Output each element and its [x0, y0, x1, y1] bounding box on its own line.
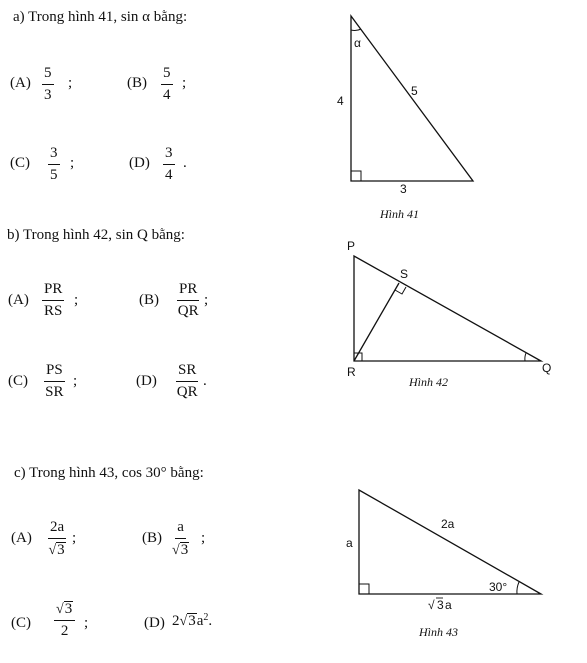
angle-arc-30 — [517, 582, 519, 594]
exponent: 2 — [203, 612, 209, 623]
numerator: 3 — [163, 146, 175, 165]
radicand: 3 — [180, 542, 189, 558]
numerator: a — [175, 520, 186, 539]
numerator: 5 — [161, 66, 173, 85]
sqrt-sign: √ — [428, 598, 435, 612]
option-b-A-tail: ; — [74, 292, 79, 308]
option-c-A-tail: ; — [72, 530, 77, 546]
angle-arc-41 — [351, 29, 361, 30]
option-b-B-key: (B) — [139, 292, 159, 308]
vertex-R-label: R — [347, 365, 356, 379]
option-b-C-tail: ; — [73, 373, 78, 389]
leg-vertical-label-43: a — [346, 536, 353, 550]
question-b: b) Trong hình 42, sin Q bằng: — [7, 227, 185, 243]
option-b-C-key: (C) — [8, 373, 28, 389]
option-a-C-key: (C) — [10, 155, 30, 171]
radicand: 3 — [188, 613, 196, 629]
caption-41: Hình 41 — [380, 207, 419, 221]
option-a-B-tail: ; — [182, 75, 187, 91]
angle-arc-Q — [525, 353, 526, 361]
question-c: c) Trong hình 43, cos 30° bằng: — [14, 465, 204, 481]
hypotenuse-label-43: 2a — [441, 517, 455, 531]
radicand: 3 — [57, 542, 65, 558]
option-a-D-tail: . — [183, 155, 187, 171]
denominator: QR — [176, 384, 198, 400]
angle-alpha-label: α — [354, 36, 361, 50]
option-c-B-key: (B) — [142, 530, 162, 546]
denominator: RS — [44, 303, 63, 319]
caption-42: Hình 42 — [409, 375, 448, 389]
denominator: 4 — [163, 87, 171, 103]
numerator: 2a — [48, 520, 66, 539]
leg-vertical-label-41: 4 — [337, 94, 344, 108]
denominator: QR — [177, 303, 199, 319]
denominator: 5 — [50, 167, 58, 183]
numerator: PR — [177, 282, 199, 301]
triangle-43 — [359, 490, 541, 594]
option-c-C-key: (C) — [11, 615, 31, 631]
numerator: 3 — [48, 146, 60, 165]
angle-30-label: 30° — [489, 580, 508, 594]
option-c-A-key: (A) — [11, 530, 32, 546]
option-a-A-tail: ; — [68, 75, 73, 91]
denominator: 3 — [44, 87, 52, 103]
numerator: PR — [42, 282, 64, 301]
option-a-B-key: (B) — [127, 75, 147, 91]
option-b-A-key: (A) — [8, 292, 29, 308]
denominator: SR — [45, 384, 64, 400]
coefficient: 2 — [172, 613, 180, 629]
variable: a — [196, 613, 204, 629]
caption-43: Hình 43 — [419, 625, 458, 639]
right-angle-mark-41 — [351, 171, 361, 181]
question-a: a) Trong hình 41, sin α bằng: — [13, 9, 188, 25]
right-angle-mark-43 — [359, 584, 369, 594]
option-b-B-tail: ; — [204, 292, 209, 308]
option-a-A-key: (A) — [10, 75, 31, 91]
base-radicand: 3 — [437, 598, 444, 612]
option-c-D-key: (D) — [144, 615, 165, 631]
leg-horizontal-label-41: 3 — [400, 182, 407, 196]
denominator: √ 3 — [172, 542, 189, 558]
denominator: 2 — [60, 623, 69, 639]
numerator: SR — [176, 363, 198, 382]
vertex-Q-label: Q — [542, 361, 552, 375]
figure-41 — [337, 16, 473, 221]
option-a-C-tail: ; — [70, 155, 75, 171]
altitude-RS — [354, 283, 399, 361]
figure-42 — [347, 239, 551, 389]
denominator: √ 3 — [48, 542, 65, 558]
option-c-D-expression: 2 √ 3 a $^2$ . — [172, 612, 213, 629]
figure-43 — [346, 490, 541, 639]
option-c-D-tail: . — [208, 613, 213, 629]
numerator: PS — [44, 363, 65, 382]
hypotenuse-label-41: 5 — [411, 84, 418, 98]
radicand: 3 — [64, 601, 73, 617]
triangle-41 — [351, 16, 473, 181]
vertex-S-label: S — [400, 267, 409, 281]
vertex-P-label: P — [347, 239, 356, 253]
triangle-42 — [354, 256, 541, 361]
option-c-C-tail: ; — [84, 615, 89, 631]
base-label-43 — [428, 598, 452, 612]
numerator: 5 — [42, 66, 54, 85]
option-a-D-key: (D) — [129, 155, 150, 171]
base-variable: a — [445, 598, 452, 612]
numerator: √ 3 — [54, 601, 75, 621]
option-b-D-key: (D) — [136, 373, 157, 389]
denominator: 4 — [165, 167, 173, 183]
option-c-B-tail: ; — [201, 530, 206, 546]
option-b-D-tail: . — [203, 373, 207, 389]
